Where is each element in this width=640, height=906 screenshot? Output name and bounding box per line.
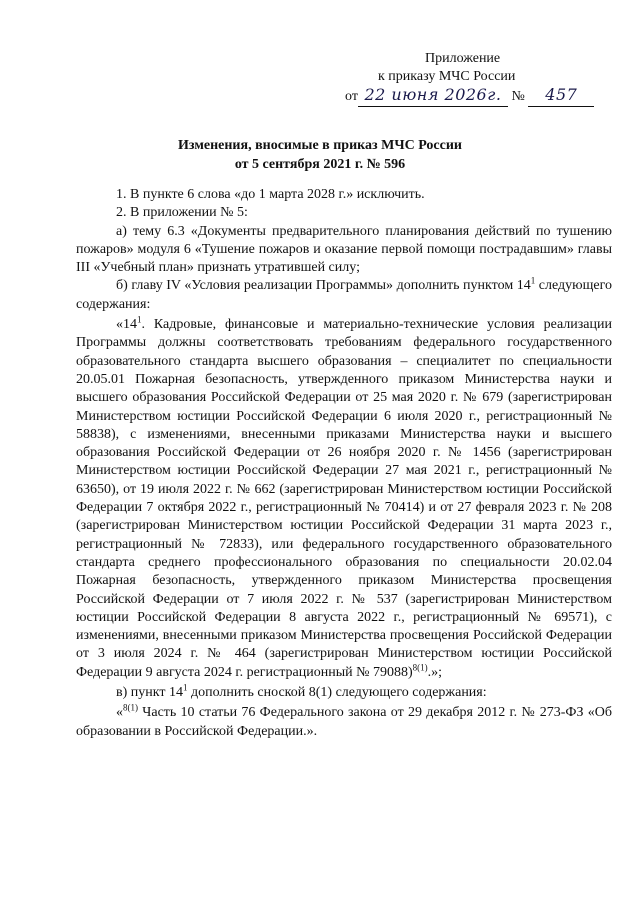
paragraph-5-close: .»; <box>427 664 443 680</box>
number-sign: № <box>511 89 525 104</box>
appendix-header <box>330 50 630 110</box>
document-title <box>0 136 640 174</box>
number-field <box>528 86 594 107</box>
paragraph-7 <box>76 704 612 741</box>
paragraph-5-open: «14 <box>116 317 137 333</box>
paragraph-5-text: . Кадровые, финансовые и материально-технические условия реализации Программы должны соответствовать требованиям федерального государственного образовательного стандарта высшего образования – специалитет по специальности 20.05.01 Пожарная безопасность, утвержденного приказом Министерства науки и высшего образования Российской Федерации от 25 мая 2020 г. № 679 (зарегистрирован Министерством юстиции Российской Федерации 6 июля 2020 г., регистрационный № 58838), с изменениями, внесенными приказами Министерства науки и высшего образования Российской Федерации от 26 ноября 2020 г. № 1456 (зарегистрирован Министерством юстиции Российской Федерации 27 мая 2021 г., регистрационный № 63650), от 19 июля 2022 г. № 662 (зарегистрирован Министерством юстиции Российской Федерации 7 октября 2022 г., регистрационный № 70414) и от 27 февраля 2023 г. № 208 (зарегистрирован Министерством юстиции Российской Федерации 31 марта 2023 г., регистрационный № 72833), или федерального государственного образовательного стандарта среднего профессионального образования по специальности 20.02.04 Пожарная безопасность, утвержденного приказом Министерства просвещения Российской Федерации от 7 июля 2022 г. № 537 (зарегистрирован Министерством юстиции Российской Федерации 8 августа 2022 г., регистрационный № 69571), с изменениями, внесенными приказом Министерства просвещения Российской Федерации от 3 июля 2024 г. № 464 (зарегистрирован Министерством юстиции Российской Федерации 9 августа 2024 г. регистрационный № 79088) <box>76 317 612 680</box>
paragraph-7-sup: 8(1) <box>123 702 138 713</box>
paragraph-5 <box>76 316 612 682</box>
paragraph-2: 2. В приложении № 5: <box>116 205 248 221</box>
document-body <box>76 186 612 741</box>
handwritten-date: 22 июня 2026г. <box>364 85 502 104</box>
paragraph-6-text: в) пункт 14 <box>116 685 183 701</box>
title-line-2: от 5 сентября 2021 г. № 596 <box>234 157 406 172</box>
title-line-1: Изменения, вносимые в приказ МЧС России <box>178 138 462 153</box>
paragraph-6-end: дополнить сноской 8(1) следующего содержания: <box>187 685 487 701</box>
paragraph-4-text: б) главу IV «Условия реализации Программы» дополнить пунктом 14 <box>116 278 531 294</box>
appendix-order-ref: к приказу МЧС России <box>378 69 516 84</box>
paragraph-7-text: Часть 10 статьи 76 Федерального закона от 29 декабря 2012 г. № 273-ФЗ «Об образовании в Российской Федерации.». <box>76 705 612 739</box>
paragraph-4 <box>76 277 612 314</box>
paragraph-1: 1. В пункте 6 слова «до 1 марта 2028 г.» исключить. <box>116 187 425 202</box>
paragraph-4-sup: 1 <box>530 275 536 286</box>
paragraph-6-sup: 1 <box>183 682 188 693</box>
handwritten-number: 457 <box>545 85 578 104</box>
appendix-label: Приложение <box>425 51 501 66</box>
paragraph-5-footnote-ref: 8(1) <box>412 662 428 673</box>
paragraph-3: а) тему 6.3 «Документы предварительного планирования действий по тушению пожаров» модуля 6 «Тушение пожаров и оказание первой помощи пострадавшим» главы III «Учебный план» признать утратившей силу; <box>76 223 612 276</box>
paragraph-6 <box>76 684 612 702</box>
paragraph-5-sup: 1 <box>137 314 142 325</box>
paragraph-4-end: следующего содержания: <box>76 278 612 312</box>
date-field <box>358 86 508 107</box>
date-prefix: от <box>345 89 358 104</box>
appendix-date-line <box>330 86 630 110</box>
paragraph-7-open: « <box>116 705 123 721</box>
